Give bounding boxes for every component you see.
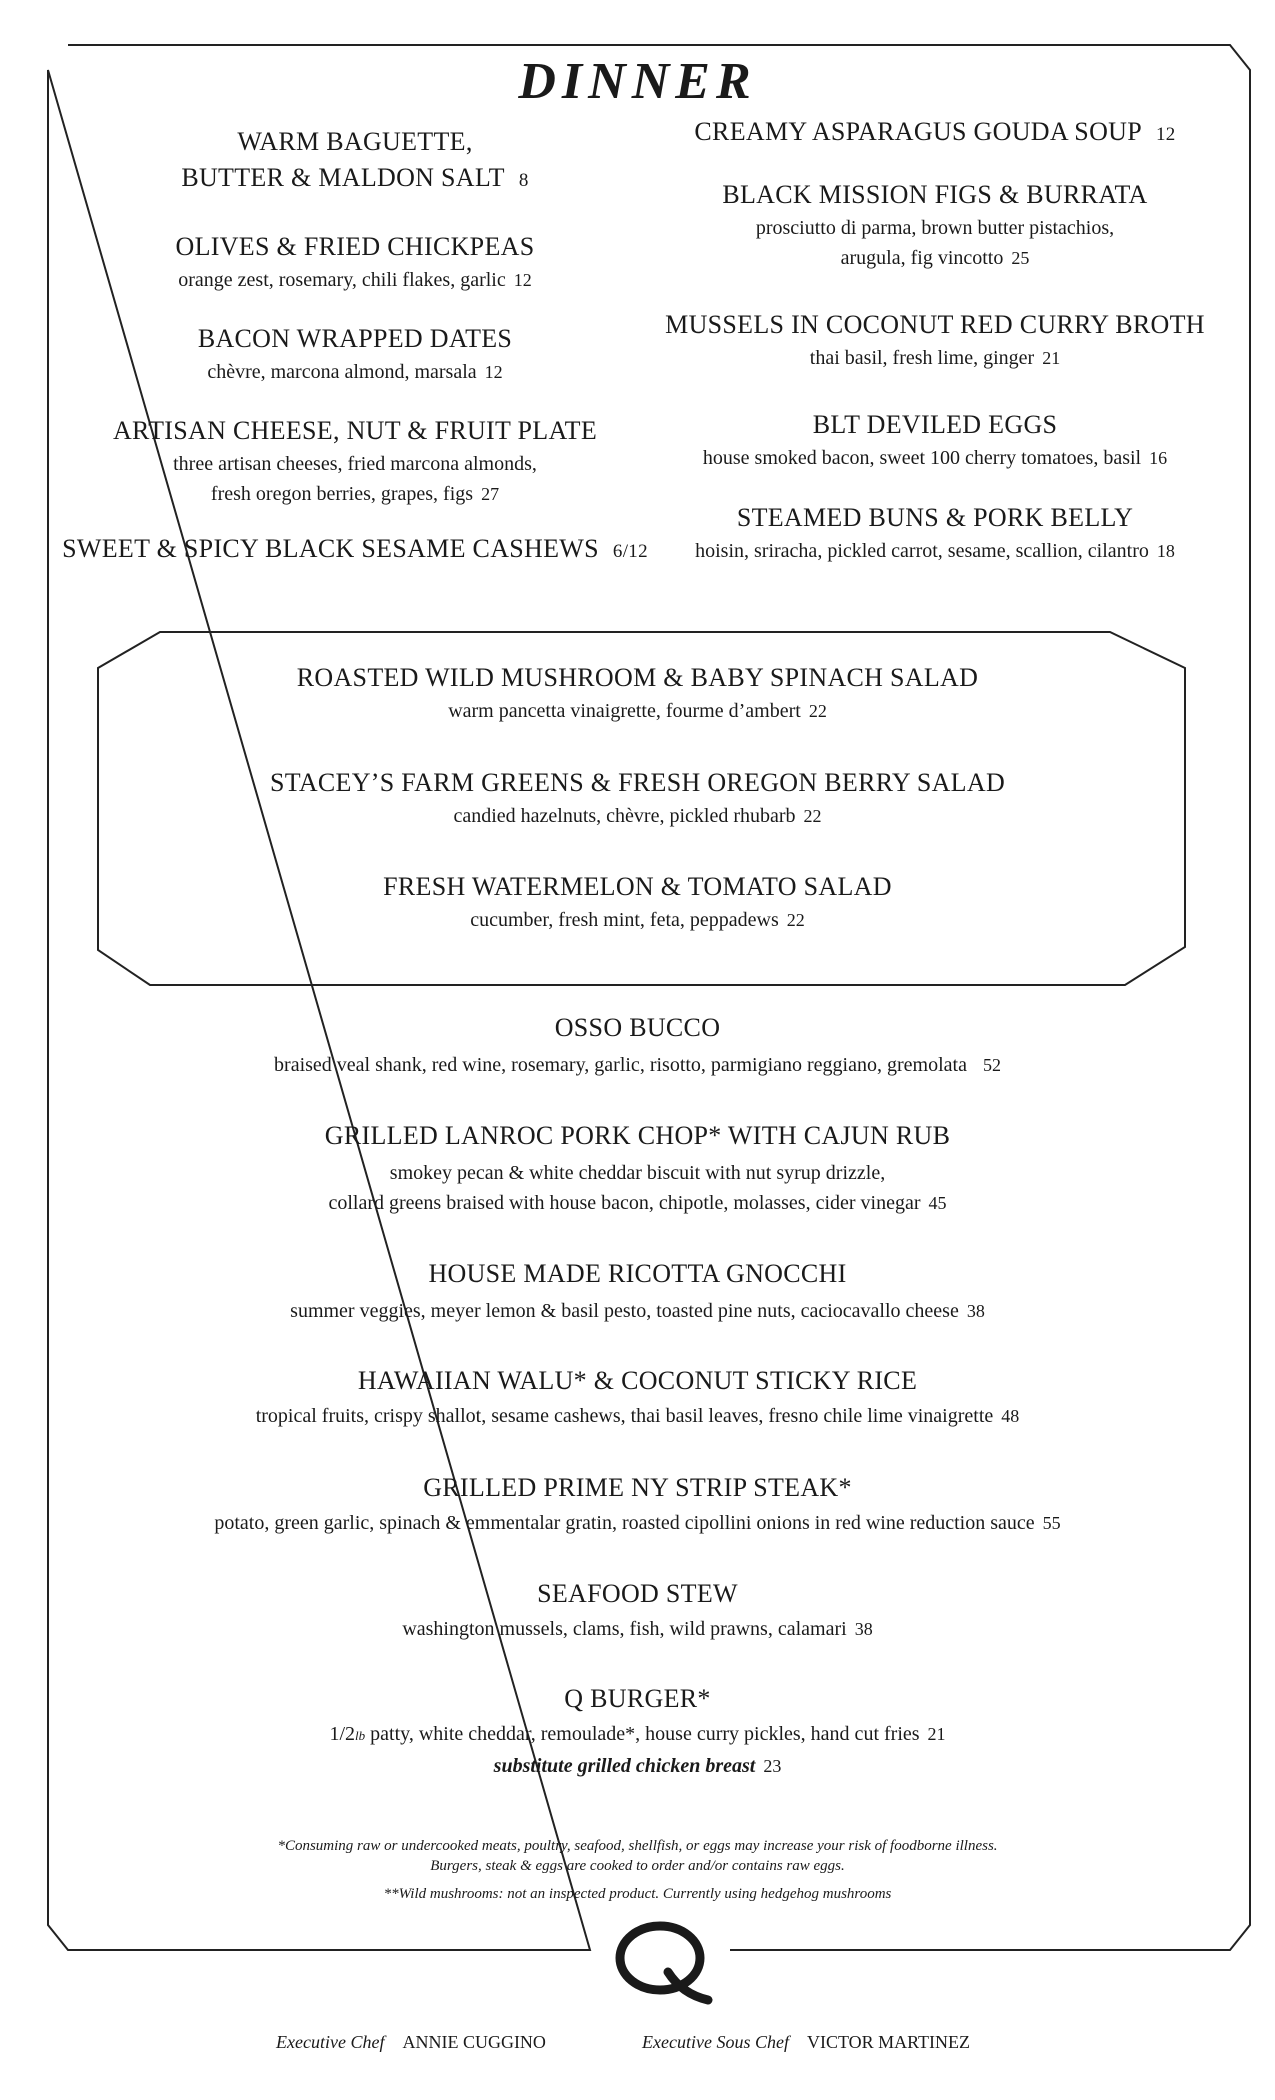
item-description: prosciutto di parma, brown butter pistachios, [755, 217, 1115, 239]
item-name: BACON WRAPPED DATES [197, 324, 513, 353]
menu-item-deviled-eggs [650, 407, 1220, 473]
item-description-line2: fresh oregon berries, grapes, figs [210, 483, 474, 505]
menu-item-cheese-plate [60, 413, 650, 509]
cooked-to-order-note: Burgers, steak & eggs are cooked to order and/or contains raw eggs. [430, 1858, 845, 1874]
item-price: 18 [1156, 541, 1175, 561]
executive-chef-credit [276, 2032, 546, 2053]
item-name: GRILLED LANROC PORK CHOP* WITH CAJUN RUB [324, 1121, 951, 1150]
item-name: GRILLED PRIME NY STRIP STEAK* [423, 1473, 852, 1502]
item-description: thai basil, fresh lime, ginger [809, 347, 1035, 369]
item-price: 55 [1042, 1513, 1061, 1533]
item-description-line2: arugula, fig vincotto [840, 247, 1004, 269]
chef-name: ANNIE CUGGINO [402, 2032, 546, 2052]
sous-chef-credit [642, 2032, 970, 2053]
menu-item-gnocchi [120, 1256, 1155, 1326]
item-name: OLIVES & FRIED CHICKPEAS [175, 232, 535, 261]
item-price: 12 [484, 362, 503, 382]
item-description-line2: collard greens braised with house bacon, chipotle, molasses, cider vinegar [328, 1192, 921, 1214]
item-price: 12 [513, 270, 532, 290]
item-description: washington mussels, clams, fish, wild prawns, calamari [402, 1618, 847, 1640]
menu-item-seafood-stew [120, 1576, 1155, 1644]
item-price: 52 [982, 1055, 1001, 1075]
menu-item-walu [120, 1363, 1155, 1431]
item-name: BLACK MISSION FIGS & BURRATA [722, 180, 1148, 209]
item-price: 48 [1001, 1406, 1020, 1426]
menu-item-osso-bucco [120, 1010, 1155, 1080]
item-price: 38 [854, 1619, 873, 1639]
menu-item-asparagus-soup [650, 114, 1220, 153]
item-name: CREAMY ASPARAGUS GOUDA SOUP [694, 117, 1142, 146]
item-description: tropical fruits, crispy shallot, sesame cashews, thai basil leaves, fresno chile lime vinaigrette [255, 1405, 994, 1427]
item-name: HOUSE MADE RICOTTA GNOCCHI [428, 1259, 847, 1288]
menu-item-baguette [60, 124, 650, 199]
item-price: 22 [803, 806, 822, 826]
mushroom-note: **Wild mushrooms: not an inspected product. Currently using hedgehog mushrooms [383, 1886, 892, 1902]
item-name: MUSSELS IN COCONUT RED CURRY BROTH [665, 310, 1205, 339]
sous-chef-name: VICTOR MARTINEZ [806, 2032, 971, 2052]
item-description: chèvre, marcona almond, marsala [207, 361, 477, 383]
item-description: smokey pecan & white cheddar biscuit with nut syrup drizzle, [389, 1162, 886, 1184]
item-description: patty, white cheddar, remoulade*, house curry pickles, hand cut fries [365, 1723, 920, 1745]
item-description: braised veal shank, red wine, rosemary, garlic, risotto, parmigiano reggiano, gremolata [274, 1054, 967, 1076]
item-price: 21 [1042, 348, 1061, 368]
item-name: STEAMED BUNS & PORK BELLY [736, 503, 1134, 532]
q-logo [620, 1926, 708, 2000]
substitute-option: substitute grilled chicken breast [493, 1755, 756, 1777]
item-price: 8 [518, 170, 529, 191]
item-description: potato, green garlic, spinach & emmentalar gratin, roasted cipollini onions in red wine reduction sauce [214, 1512, 1035, 1534]
item-price: 25 [1011, 248, 1030, 268]
item-description: hoisin, sriracha, pickled carrot, sesame, scallion, cilantro [695, 540, 1149, 562]
item-price: 16 [1149, 448, 1168, 468]
menu-item-olives [60, 229, 650, 295]
item-description: summer veggies, meyer lemon & basil pesto, toasted pine nuts, caciocavallo cheese [290, 1300, 959, 1322]
item-name: WARM BAGUETTE, [237, 127, 473, 156]
menu-item-figs-burrata [650, 177, 1220, 273]
item-name: OSSO BUCCO [554, 1013, 721, 1042]
item-price: 6/12 [612, 541, 648, 562]
item-description: three artisan cheeses, fried marcona almonds, [173, 453, 537, 475]
substitute-price: 23 [763, 1756, 782, 1776]
item-description: candied hazelnuts, chèvre, pickled rhubarb [453, 805, 796, 827]
item-name: HAWAIIAN WALU* & COCONUT STICKY RICE [357, 1366, 918, 1395]
item-price: 22 [786, 910, 805, 930]
menu-item-steamed-buns [650, 500, 1220, 566]
item-price: 45 [928, 1193, 947, 1213]
item-name: STACEY’S FARM GREENS & FRESH OREGON BERRY SALAD [269, 768, 1006, 797]
menu-item-mussels [650, 307, 1220, 373]
item-price: 12 [1155, 124, 1176, 145]
chef-role: Executive Chef [276, 2032, 385, 2052]
menu-item-dates [60, 321, 650, 387]
item-name: Q BURGER* [564, 1684, 711, 1713]
item-name: ROASTED WILD MUSHROOM & BABY SPINACH SALAD [296, 663, 979, 692]
foodborne-warning: *Consuming raw or undercooked meats, poultry, seafood, shellfish, or eggs may increase your risk of foodborne illness. [277, 1838, 998, 1854]
menu-item-mushroom-salad [120, 660, 1155, 726]
item-price: 38 [966, 1301, 985, 1321]
item-price: 21 [927, 1724, 946, 1744]
sous-chef-role: Executive Sous Chef [642, 2032, 789, 2052]
item-description-unit: lb [355, 1728, 366, 1743]
item-description: cucumber, fresh mint, feta, peppadews [470, 909, 779, 931]
menu-title: DINNER [518, 53, 757, 110]
menu-item-cashews [60, 531, 650, 570]
item-price: 22 [808, 701, 827, 721]
item-name: BLT DEVILED EGGS [812, 410, 1058, 439]
item-name-line2: BUTTER & MALDON SALT [181, 163, 505, 192]
menu-item-watermelon-salad [120, 869, 1155, 935]
item-name: ARTISAN CHEESE, NUT & FRUIT PLATE [112, 416, 598, 445]
menu-item-q-burger [120, 1681, 1155, 1781]
item-description: orange zest, rosemary, chili flakes, garlic [178, 269, 506, 291]
item-description-fraction: 1/2 [329, 1723, 356, 1745]
menu-item-pork-chop [120, 1118, 1155, 1218]
item-description: house smoked bacon, sweet 100 cherry tomatoes, basil [702, 447, 1142, 469]
item-name: FRESH WATERMELON & TOMATO SALAD [383, 872, 892, 901]
item-price: 27 [481, 484, 500, 504]
menu-item-strip-steak [120, 1470, 1155, 1538]
menu-item-farm-greens-salad [120, 765, 1155, 831]
item-name: SEAFOOD STEW [537, 1579, 738, 1608]
item-description: warm pancetta vinaigrette, fourme d’ambert [448, 700, 801, 722]
item-name: SWEET & SPICY BLACK SESAME CASHEWS [62, 534, 599, 563]
